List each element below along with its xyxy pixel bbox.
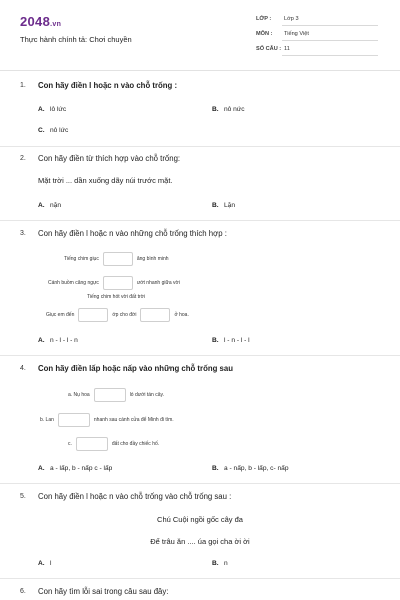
blank-input[interactable] — [103, 252, 133, 266]
question-divider — [0, 220, 400, 221]
meta-class — [256, 16, 378, 26]
question-text: Con hãy điền l hoặc n vào những chỗ trống thích hợp : — [38, 229, 227, 238]
blank-input[interactable] — [58, 413, 90, 427]
question-divider — [0, 355, 400, 356]
meta-label: LỚP : — [256, 16, 272, 22]
question-text: Con hãy điền từ thích hợp vào chỗ trống: — [38, 154, 181, 163]
option-a[interactable]: A. nặn — [38, 202, 62, 209]
blank-input[interactable] — [76, 437, 108, 451]
poem-line: Cánh buồm căng ngực ướt nhanh giữa vời — [48, 276, 180, 290]
option-a[interactable]: A. n - l - l - n — [38, 337, 78, 344]
fill-line: c. đất cho đầy chiếc hố. — [68, 437, 159, 451]
question-divider — [0, 483, 400, 484]
question-sentence: Mặt trời ... dần xuống dãy núi trước mặt. — [38, 176, 173, 185]
meta-label: MÔN : — [256, 31, 273, 37]
fill-line: b. Lan nhanh sau cánh cửa để Minh đi tìm. — [40, 413, 174, 427]
option-a[interactable]: A. lô lức — [38, 106, 67, 113]
option-b[interactable]: B. l - n - l - l — [212, 337, 250, 344]
option-b[interactable]: B. n — [212, 560, 228, 567]
question-divider — [0, 578, 400, 579]
question-number: 1. — [20, 82, 26, 89]
question-text: Con hãy điền l hoặc n vào chỗ trống vào chỗ trống sau : — [38, 492, 232, 501]
meta-label: SỐ CÂU : — [256, 46, 282, 52]
question-number: 2. — [20, 155, 26, 162]
meta-question-count — [256, 46, 378, 56]
question-text: Con hãy điền lấp hoặc nấp vào những chỗ trống sau — [38, 364, 233, 373]
worksheet-title: Thực hành chính tả: Chơi chuyền — [20, 35, 132, 44]
header-divider — [0, 70, 400, 71]
meta-value: 11 — [282, 46, 378, 56]
poem-line: Giục em đến ớp cho đời ở hoa. — [46, 308, 189, 322]
meta-subject — [256, 31, 378, 41]
question-number: 3. — [20, 230, 26, 237]
verse-line: Chú Cuội ngồi gốc cây đa — [157, 515, 243, 524]
question-text: Con hãy điền l hoặc n vào chỗ trống : — [38, 81, 178, 90]
meta-value: Tiếng Việt — [282, 31, 378, 41]
blank-input[interactable] — [140, 308, 170, 322]
option-b[interactable]: B. Lặn — [212, 202, 236, 209]
blank-input[interactable] — [78, 308, 108, 322]
question-number: 6. — [20, 588, 26, 595]
option-a[interactable]: A. l — [38, 560, 52, 567]
question-text: Con hãy tìm lỗi sai trong câu sau đây: — [38, 587, 169, 596]
blank-input[interactable] — [94, 388, 126, 402]
logo-suffix: .vn — [50, 21, 62, 28]
question-number: 4. — [20, 365, 26, 372]
site-logo[interactable] — [20, 14, 61, 29]
poem-line: Tiếng chim hót vời đất trời — [87, 294, 146, 300]
meta-value: Lớp 3 — [282, 16, 378, 26]
option-a[interactable]: A. a - lấp, b - nấp c - lấp — [38, 465, 113, 472]
option-b[interactable]: B. nô nức — [212, 106, 245, 113]
poem-line: Tiếng chim giục ăng bình minh — [64, 252, 169, 266]
verse-line: Để trâu ăn .... úa gọi cha ời ời — [150, 537, 250, 546]
option-b[interactable]: B. a - nấp, b - lấp, c- nấp — [212, 465, 289, 472]
blank-input[interactable] — [103, 276, 133, 290]
worksheet-header — [0, 0, 400, 70]
logo-text: 2048 — [20, 14, 51, 29]
option-c[interactable]: C. nô lức — [38, 127, 69, 134]
question-divider — [0, 146, 400, 147]
fill-line: a. Nụ hoa ló dưới tán cây. — [68, 388, 164, 402]
question-number: 5. — [20, 493, 26, 500]
